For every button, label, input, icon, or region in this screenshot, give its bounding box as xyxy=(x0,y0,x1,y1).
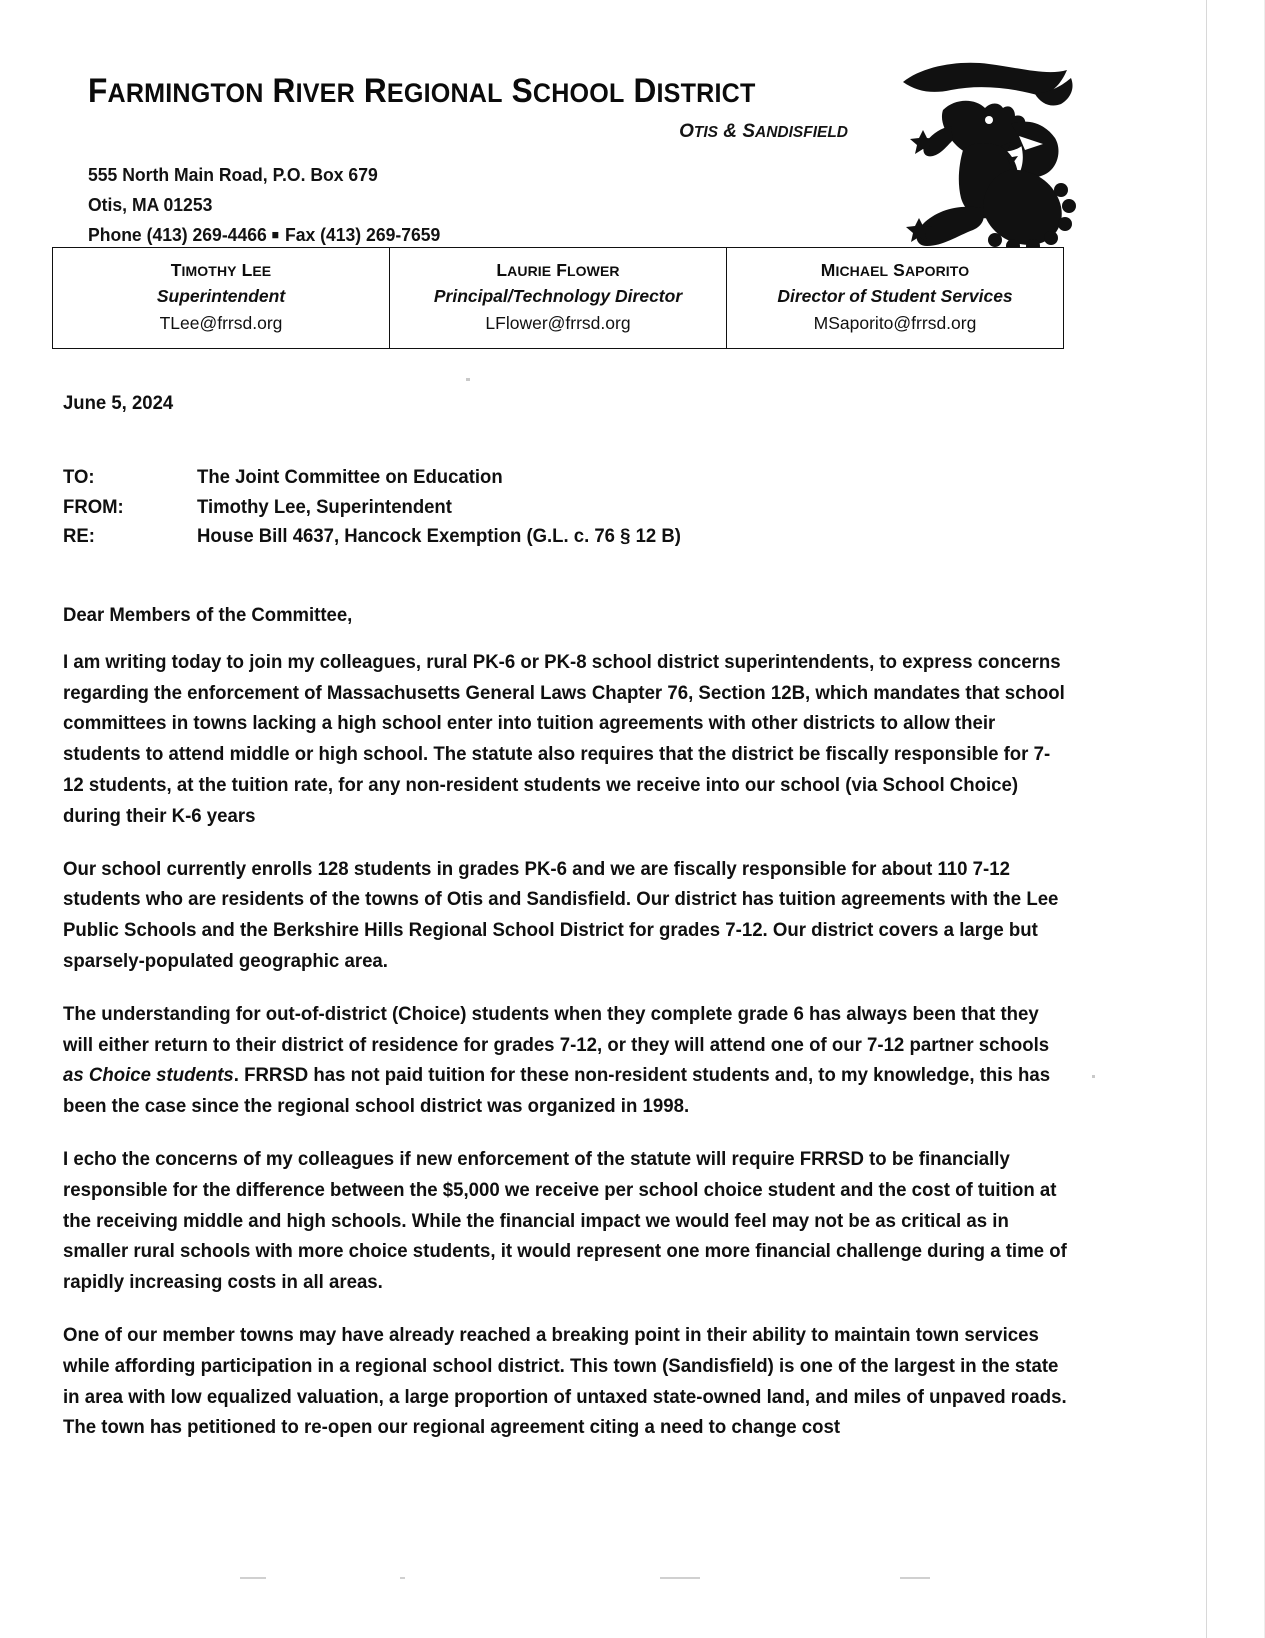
paragraph-list xyxy=(63,647,1073,1443)
staff-contact-table xyxy=(52,247,1064,349)
paragraph-1: I am writing today to join my colleagues, rural PK-6 or PK-8 school district superintendents, to express concerns regarding the enforcement of Massachusetts General Laws Chapter 76, Section 12B, which mandates that school committees in towns lacking a high school enter into tuition agreements with other districts to allow their students to attend middle or high school. The statute also requires that the district be fiscally responsible for 7-12 students, at the tuition rate, for any non-resident students we receive into our school (via School Choice) during their K-6 years xyxy=(63,650,1065,827)
staff-role: Director of Student Services xyxy=(777,286,1013,307)
memo-value: House Bill 4637, Hancock Exemption (G.L. c. 76 § 12 B) xyxy=(197,525,681,548)
dragon-seal-logo xyxy=(885,58,1085,248)
paragraph-4: I echo the concerns of my colleagues if new enforcement of the statute will require FRRSD to be financially responsible for the difference between the $5,000 we receive per school choice student and the cost of tuition at the receiving middle and high schools. While the financial impact we would feel may not be as critical as in smaller rural schools with more choice students, it would represent one more financial challenge during a time of rapidly increasing costs in all areas. xyxy=(63,1148,1067,1294)
paragraph-3 xyxy=(63,999,1071,1122)
staff-cell-student-services xyxy=(727,248,1064,349)
staff-role: Superintendent xyxy=(156,286,286,307)
paragraph-3-before: The understanding for out-of-district (Choice) students when they complete grade 6 has always been that they will either return to their district of residence for grades 7-12, or they will attend one of our 7-12 partner schools xyxy=(63,1002,1050,1056)
table-row xyxy=(53,248,1064,349)
memo-value: Timothy Lee, Superintendent xyxy=(197,495,452,518)
letter-body xyxy=(63,392,1073,1465)
staff-email: LFlower@frrsd.org xyxy=(485,312,631,333)
scan-bottom-artifacts xyxy=(240,1577,940,1580)
paragraph-3-after: . FRRSD has not paid tuition for these non-resident students and, to my knowledge, this has been the case since the regional school district was organized in 1998. xyxy=(63,1064,1051,1118)
staff-cell-principal xyxy=(390,248,727,349)
address-block xyxy=(88,160,440,250)
salutation: Dear Members of the Committee, xyxy=(63,603,353,626)
district-towns: OTIS & SANDISFIELD xyxy=(679,120,848,142)
address-line-1: 555 North Main Road, P.O. Box 679 xyxy=(88,164,378,185)
square-bullet-icon: ■ xyxy=(271,226,281,242)
staff-name: TIMOTHY LEE xyxy=(170,260,272,280)
staff-name: LAURIE FLOWER xyxy=(496,260,620,280)
letter-date: June 5, 2024 xyxy=(63,392,174,414)
contact-line: Phone (413) 269-4466 ■ Fax (413) 269-7659 xyxy=(88,223,441,245)
address-line-2: Otis, MA 01253 xyxy=(88,193,213,215)
staff-name: MICHAEL SAPORITO xyxy=(820,260,970,280)
memo-label: TO: xyxy=(63,466,95,488)
staff-email: TLee@frrsd.org xyxy=(159,312,283,333)
memo-row-re xyxy=(63,522,1073,552)
staff-email: MSaporito@frrsd.org xyxy=(813,312,977,333)
memo-label: RE: xyxy=(63,525,95,548)
memo-row-from xyxy=(63,493,1073,523)
district-title: FARMINGTON RIVER REGIONAL SCHOOL DISTRICT xyxy=(88,72,756,110)
memo-row-to xyxy=(63,463,1073,493)
paragraph-2: Our school currently enrolls 128 students in grades PK-6 and we are fiscally responsible for about 110 7-12 students who are residents of the towns of Otis and Sandisfield. Our district has tuition agreements with the Lee Public Schools and the Berkshire Hills Regional School District for grades 7-12. Our district covers a large but sparsely-populated geographic area. xyxy=(63,857,1059,973)
staff-cell-superintendent xyxy=(53,248,390,349)
memo-header-block xyxy=(63,463,1073,552)
paragraph-5: One of our member towns may have already reached a breaking point in their ability to maintain town services while affording participation in a regional school district. This town (Sandisfield) is one of the largest in the state in area with low equalized valuation, a large proportion of untaxed state-owned land, and miles of unpaved roads. The town has petitioned to re-open our regional agreement citing a need to change cost xyxy=(63,1324,1067,1439)
memo-label: FROM: xyxy=(63,495,124,518)
letterhead xyxy=(88,74,888,143)
memo-value: The Joint Committee on Education xyxy=(197,466,503,488)
staff-role: Principal/Technology Director xyxy=(433,286,683,307)
paragraph-3-emphasis: as Choice students xyxy=(63,1064,234,1087)
